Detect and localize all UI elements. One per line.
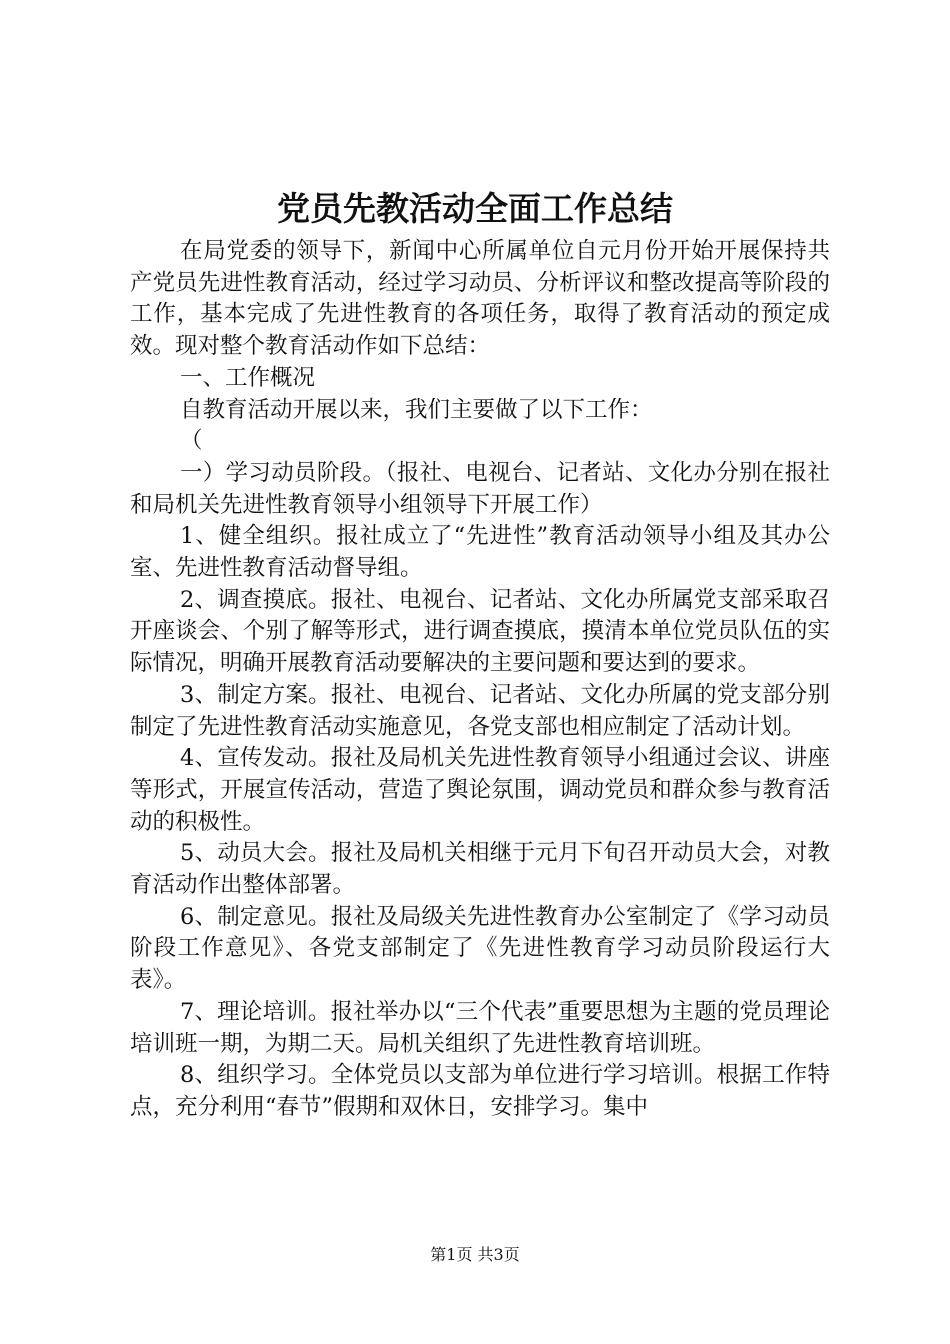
- paragraph: 自教育活动开展以来，我们主要做了以下工作：: [180, 396, 653, 423]
- paragraph: 5、动员大会。报社及局机关相继于元月下旬召开动员大会，对教育活动作出整体部署。: [130, 840, 830, 899]
- paragraph: 6、制定意见。报社及局级关先进性教育办公室制定了《学习动员阶段工作意见》、各党支部制定了《先进性教育学习动员阶段运行大表》。: [130, 903, 830, 994]
- document-title: 党员先教活动全面工作总结: [277, 189, 673, 228]
- paragraph: 4、宣传发动。报社及局机关先进性教育领导小组通过会议、讲座等形式，开展宣传活动，营造了舆论氛围，调动党员和群众参与教育活动的积极性。: [130, 745, 830, 835]
- paragraph: 2、调查摸底。报社、电视台、记者站、文化办所属党支部采取召开座谈会、个别了解等形式，进行调查摸底，摸清本单位党员队伍的实际情况，明确开展教育活动要解决的主要问题和要达到的要求。: [130, 586, 830, 677]
- paragraph: 一）学习动员阶段。（报社、电视台、记者站、文化办分别在报社和局机关先进性教育领导小组领导下开展工作）: [130, 459, 830, 518]
- section-heading: 一、工作概况: [180, 364, 316, 391]
- paragraph: 1、健全组织。报社成立了“先进性”教育活动领导小组及其办公室、先进性教育活动督导组。: [130, 523, 830, 582]
- paragraph: 3、制定方案。报社、电视台、记者站、文化办所属的党支部分别制定了先进性教育活动实施意见，各党支部也相应制定了活动计划。: [130, 681, 830, 740]
- paragraph: 7、理论培训。报社举办以“三个代表”重要思想为主题的党员理论培训班一期，为期二天。局机关组织了先进性教育培训班。: [130, 998, 830, 1057]
- paragraph: 在局党委的领导下，新闻中心所属单位自元月份开始开展保持共产党员先进性教育活动，经过学习动员、分析评议和整改提高等阶段的工作，基本完成了先进性教育的各项任务，取得了教育活动的预定成效。现对整个教育活动作如下总结：: [130, 238, 830, 360]
- document-body: [130, 236, 830, 1124]
- paragraph: （: [180, 428, 203, 455]
- page-footer: 第1页 共3页: [430, 1245, 520, 1264]
- paragraph: 8、组织学习。全体党员以支部为单位进行学习培训。根据工作特点，充分利用“春节”假期和双休日，安排学习。集中: [130, 1062, 830, 1120]
